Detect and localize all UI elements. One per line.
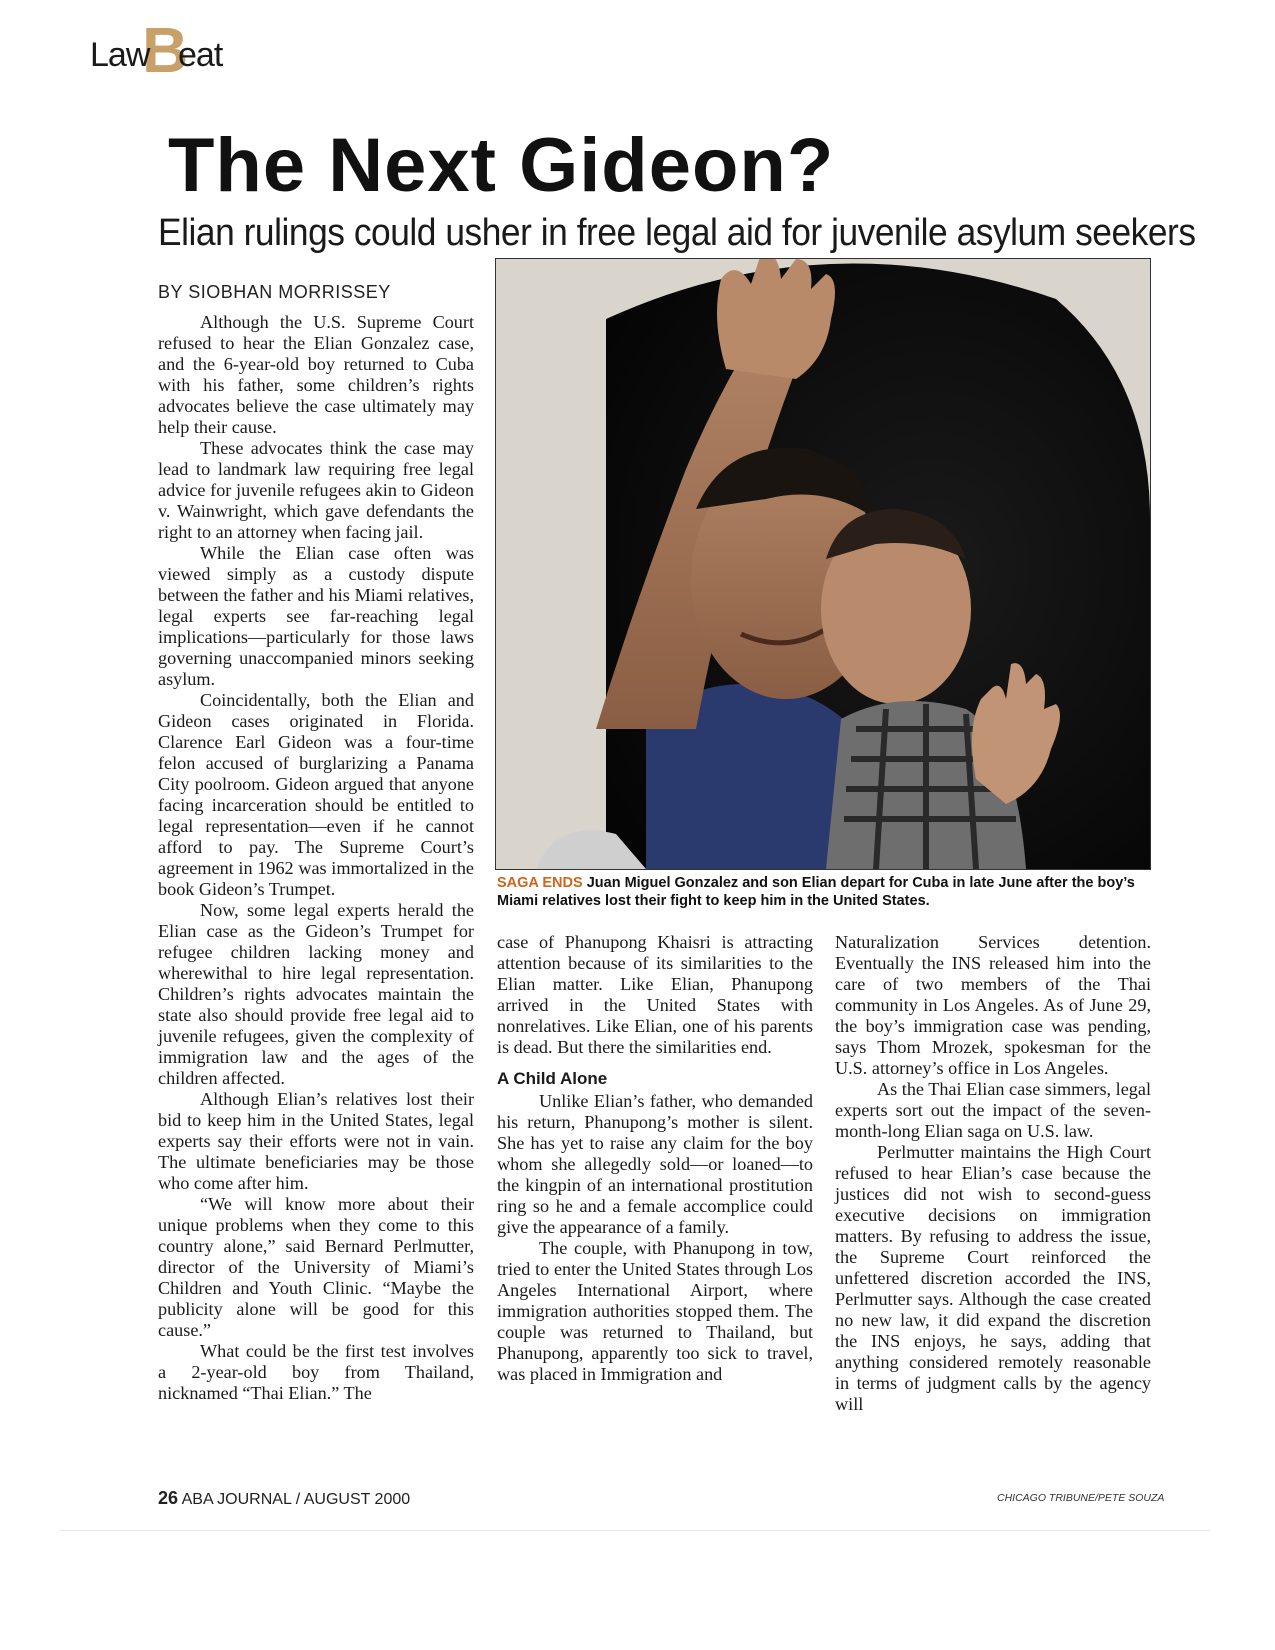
paragraph: As the Thai Elian case simmers, legal experts sort out the impact of the seven-month-long Elian saga on U.S. law.	[835, 1079, 1151, 1141]
photo-credit: CHICAGO TRIBUNE/PETE SOUZA	[997, 1492, 1165, 1504]
paragraph: Although Elian’s relatives lost their bid to keep him in the United States, legal experts say their efforts were not in vain. The ultimate beneficiaries may be those who come after him.	[158, 1089, 474, 1193]
paragraph: What could be the first test involves a 2-year-old boy from Thailand, nicknamed “Thai Elian.” The	[158, 1341, 474, 1403]
paragraph: Now, some legal experts herald the Elian case as the Gideon’s Trumpet for refugee children lacking money and wherewithal to hire legal representation. Children’s rights advocates maintain the state also should provide free legal aid to juvenile refugees, given the complexity of immigration law and the ages of the children affected.	[158, 900, 474, 1088]
paragraph: These advocates think the case may lead to landmark law requiring free legal advice for juvenile refugees akin to Gideon v. Wainwright, which gave defendants the right to an attorney when facing jail.	[158, 438, 474, 542]
logo-letter-b: B	[142, 14, 189, 86]
paragraph: While the Elian case often was viewed simply as a custody dispute between the father and his Miami relatives, legal experts see far-reaching legal implications—particularly for those laws governing unaccompanied minors seeking asylum.	[158, 543, 474, 689]
paragraph: Unlike Elian’s father, who demanded his return, Phanupong’s mother is silent. She has yet to raise any claim for the boy whom she allegedly sold—or loaned—to the kingpin of an international prostitution ring so he and a female accomplice could give the appearance of a family.	[497, 1091, 813, 1237]
deck: Elian rulings could usher in free legal aid for juvenile asylum seekers	[158, 212, 1196, 254]
paragraph: Although the U.S. Supreme Court refused to hear the Elian Gonzalez case, and the 6-year-old boy returned to Cuba with his father, some children’s rights advocates believe the case ultimately may help their cause.	[158, 312, 474, 437]
lawbeat-logo	[90, 14, 260, 88]
paragraph: “We will know more about their unique problems when they come to this country alone,” said Bernard Perlmutter, director of the University of Miami’s Children and Youth Clinic. “Maybe the publicity alone will be good for this cause.”	[158, 1194, 474, 1340]
column-2	[497, 932, 813, 1385]
bottom-rule	[60, 1530, 1210, 1531]
column-3	[835, 932, 1151, 1415]
column-1	[158, 312, 474, 1404]
headline: The Next Gideon?	[168, 123, 835, 208]
subhead: A Child Alone	[497, 1069, 608, 1088]
paragraph: The couple, with Phanupong in tow, tried to enter the United States through Los Angeles International Airport, where immigration authorities stopped them. The couple was returned to Thailand, but Phanupong, apparently too sick to travel, was placed in Immigration and	[497, 1238, 813, 1384]
paragraph: Perlmutter maintains the High Court refused to hear Elian’s case because the justices did not wish to second-guess executive decisions on immigration matters. By refusing to address the issue, the Supreme Court reinforced the unfettered discretion accorded the INS, Perlmutter says. Although the case created no new law, it did expand the discretion the INS enjoys, he says, adding that anything considered remotely reasonable in terms of judgment calls by the agency will	[835, 1142, 1151, 1414]
caption-lead: SAGA ENDS	[497, 875, 583, 891]
caption-text: Juan Miguel Gonzalez and son Elian depart for Cuba in late June after the boy’s Miami relatives lost their fight to keep him in the United States.	[497, 875, 1135, 909]
publication: ABA JOURNAL / AUGUST 2000	[181, 1491, 411, 1508]
paragraph: Coincidentally, both the Elian and Gideon cases originated in Florida. Clarence Earl Gideon was a four-time felon accused of burglarizing a Panama City poolroom. Gideon argued that anyone facing incarceration should be entitled to legal representation—even if he cannot afford to pay. The Supreme Court’s agreement in 1962 was immortalized in the book Gideon’s Trumpet.	[158, 690, 474, 899]
photo-illustration	[496, 259, 1150, 869]
photo	[495, 258, 1151, 870]
paragraph: Naturalization Services detention. Eventually the INS released him into the care of two members of the Thai community in Los Angeles. As of June 29, the boy’s immigration case was pending, says Thom Mrozek, spokesman for the U.S. attorney’s office in Los Angeles.	[835, 932, 1151, 1078]
paragraph: case of Phanupong Khaisri is attracting attention because of its similarities to the Elian matter. Like Elian, Phanupong arrived in the United States with nonrelatives. Like Elian, one of his parents is dead. But there the similarities end.	[497, 932, 813, 1057]
logo-eat: eat	[178, 36, 223, 74]
photo-caption	[497, 874, 1147, 910]
page-number: 26	[158, 1488, 179, 1508]
folio	[158, 1488, 410, 1509]
byline: BY SIOBHAN MORRISSEY	[158, 282, 391, 302]
logo-law: Law	[90, 36, 150, 74]
